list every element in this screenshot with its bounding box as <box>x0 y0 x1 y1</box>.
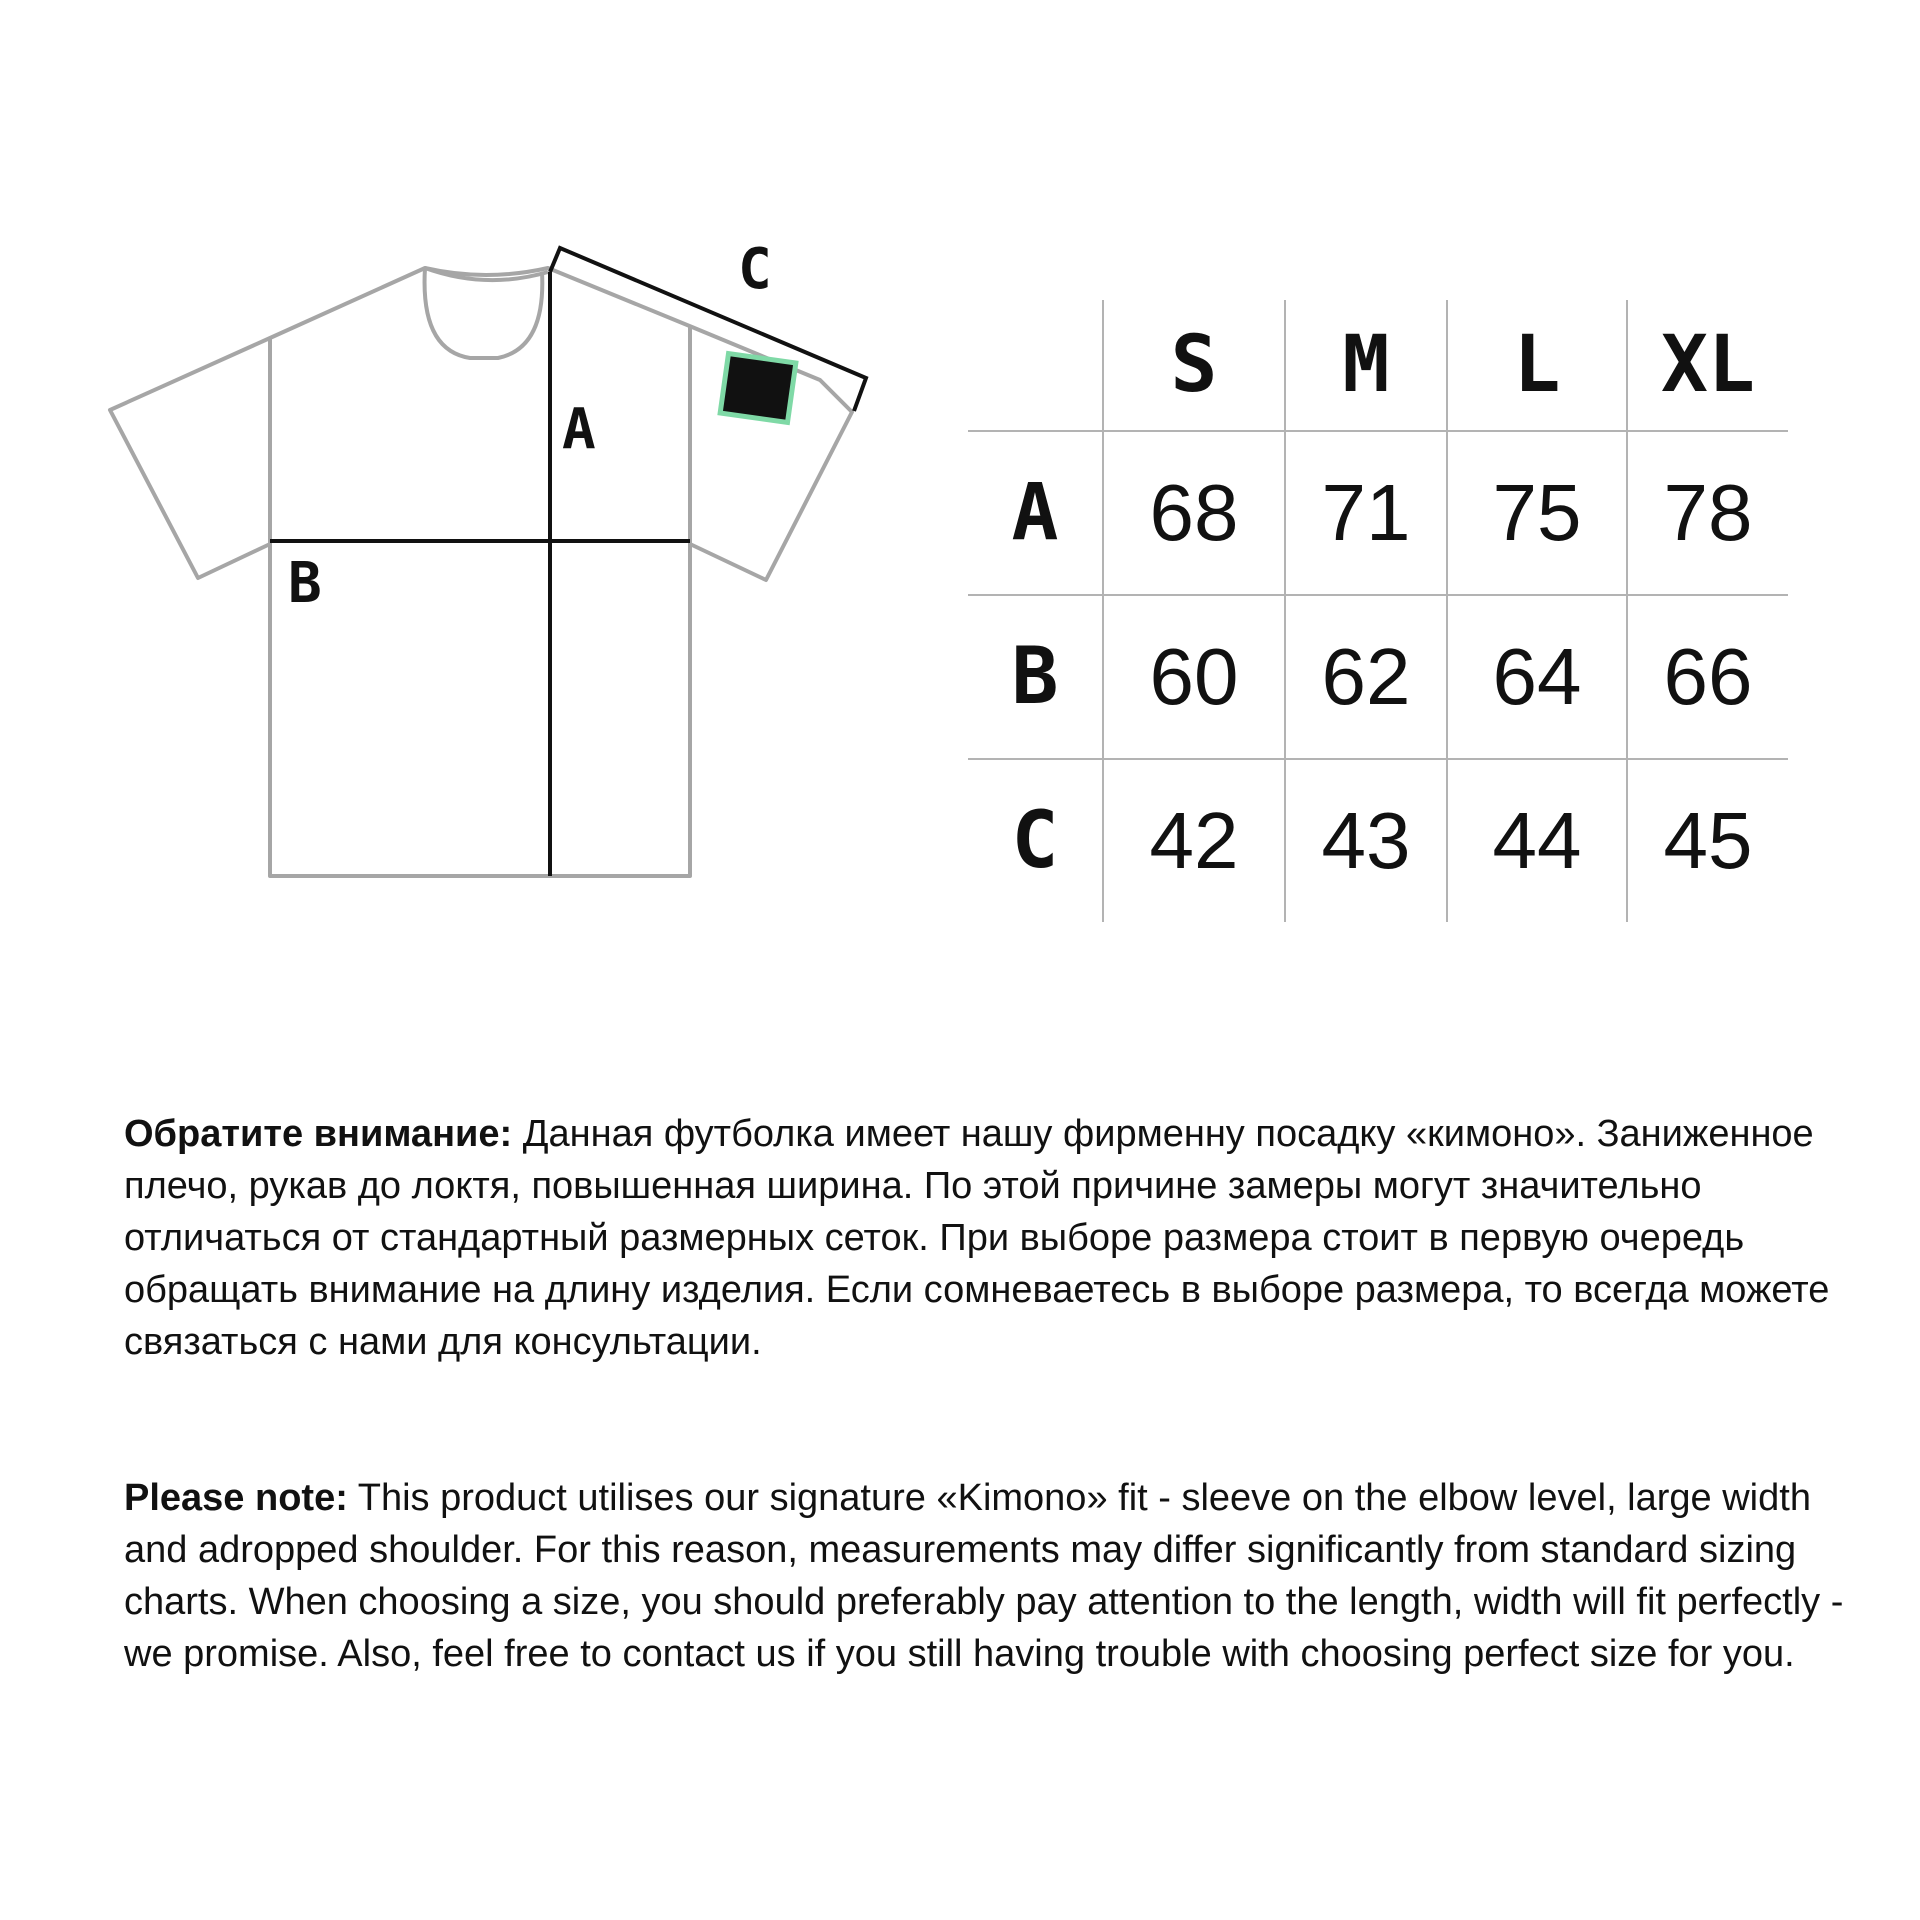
table-cell: 64 <box>1447 595 1627 759</box>
note-russian-text: Данная футболка имеет нашу фирменну посадку «кимоно». Заниженное плечо, рукав до локтя, повышенная ширина. По этой причине замеры могут значительно отличаться от стандартный размерных сеток. При выборе размера стоит в первую очередь обращать внимание на длину изделия. Если сомневаетесь в выборе размера, то всегда можете связаться с нами для консультации. <box>124 1113 1830 1363</box>
tshirt-measurement-diagram <box>0 0 960 960</box>
note-english-title: Please note: <box>124 1477 348 1519</box>
label-a: A <box>562 397 596 462</box>
measure-line-c <box>550 248 866 411</box>
table-cell: 44 <box>1447 759 1627 922</box>
size-header: S <box>1103 300 1285 431</box>
table-row <box>968 431 1788 595</box>
table-cell: 68 <box>1103 431 1285 595</box>
corner-cell <box>968 300 1103 431</box>
table-cell: 66 <box>1627 595 1788 759</box>
table-cell: 71 <box>1285 431 1447 595</box>
table-cell: 45 <box>1627 759 1788 922</box>
sleeve-label-patch <box>720 354 796 423</box>
table-cell: 43 <box>1285 759 1447 922</box>
row-label: B <box>968 595 1103 759</box>
label-b: B <box>288 551 322 616</box>
note-english <box>124 1472 1884 1680</box>
table-cell: 78 <box>1627 431 1788 595</box>
size-header: XL <box>1627 300 1788 431</box>
note-english-text: This product utilises our signature «Kimono» fit - sleeve on the elbow level, large width and adropped shoulder. For this reason, measurements may differ significantly from standard sizing charts. When choosing a size, you should preferably pay attention to the length, width will fit perfectly - we promise. Also, feel free to contact us if you still having trouble with choosing perfect size for you. <box>124 1477 1844 1675</box>
size-header-row <box>968 300 1788 431</box>
size-header: L <box>1447 300 1627 431</box>
table-row <box>968 759 1788 922</box>
note-russian-title: Обратите внимание: <box>124 1113 513 1155</box>
row-label: A <box>968 431 1103 595</box>
label-c: C <box>738 237 772 302</box>
table-row <box>968 595 1788 759</box>
size-table <box>968 300 1788 922</box>
table-cell: 62 <box>1285 595 1447 759</box>
table-cell: 42 <box>1103 759 1285 922</box>
row-label: C <box>968 759 1103 922</box>
note-russian <box>124 1108 1884 1368</box>
table-cell: 75 <box>1447 431 1627 595</box>
table-cell: 60 <box>1103 595 1285 759</box>
size-header: M <box>1285 300 1447 431</box>
